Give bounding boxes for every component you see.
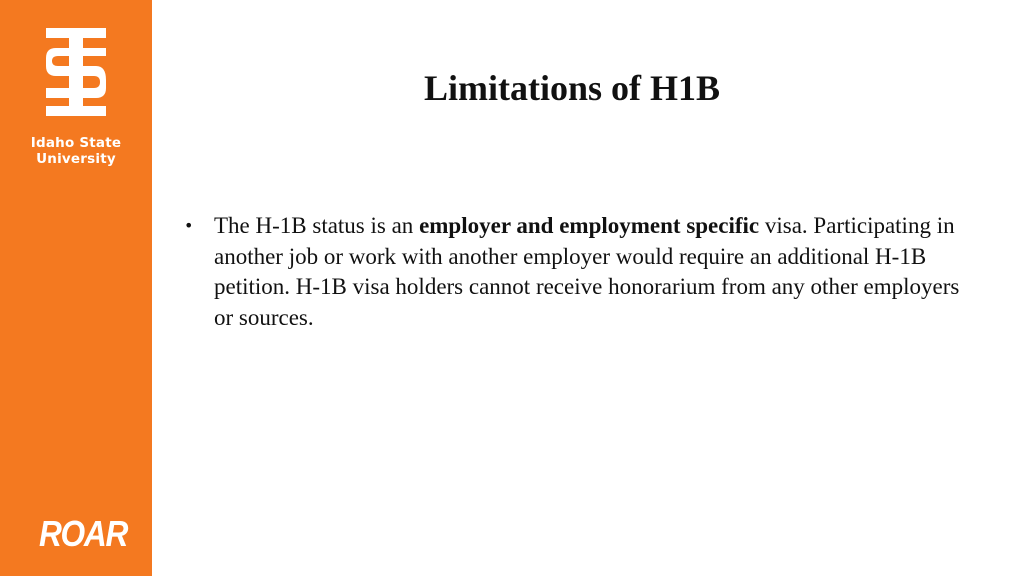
bullet-text-emphasis: employer and employment specific xyxy=(419,213,760,238)
bullet-marker: • xyxy=(184,216,194,235)
brand-sidebar xyxy=(0,0,152,576)
bullet-text-rest: visa. Participating in another job or work with another employer would require an additional H-1B petition. H-1B visa holders cannot receive honorarium from any other employers or sources. xyxy=(214,213,960,330)
bullet-text-intro: The H-1B status is an xyxy=(214,213,420,238)
bullet-list xyxy=(184,211,984,333)
isu-logo-icon xyxy=(42,28,110,116)
university-name-line2: University xyxy=(36,151,116,167)
roar-tagline: ROAR xyxy=(39,513,127,554)
university-name-line1: Idaho State xyxy=(30,135,122,151)
university-wordmark xyxy=(0,135,152,167)
slide-title: Limitations of H1B xyxy=(423,68,720,108)
bullet-item xyxy=(184,211,984,333)
